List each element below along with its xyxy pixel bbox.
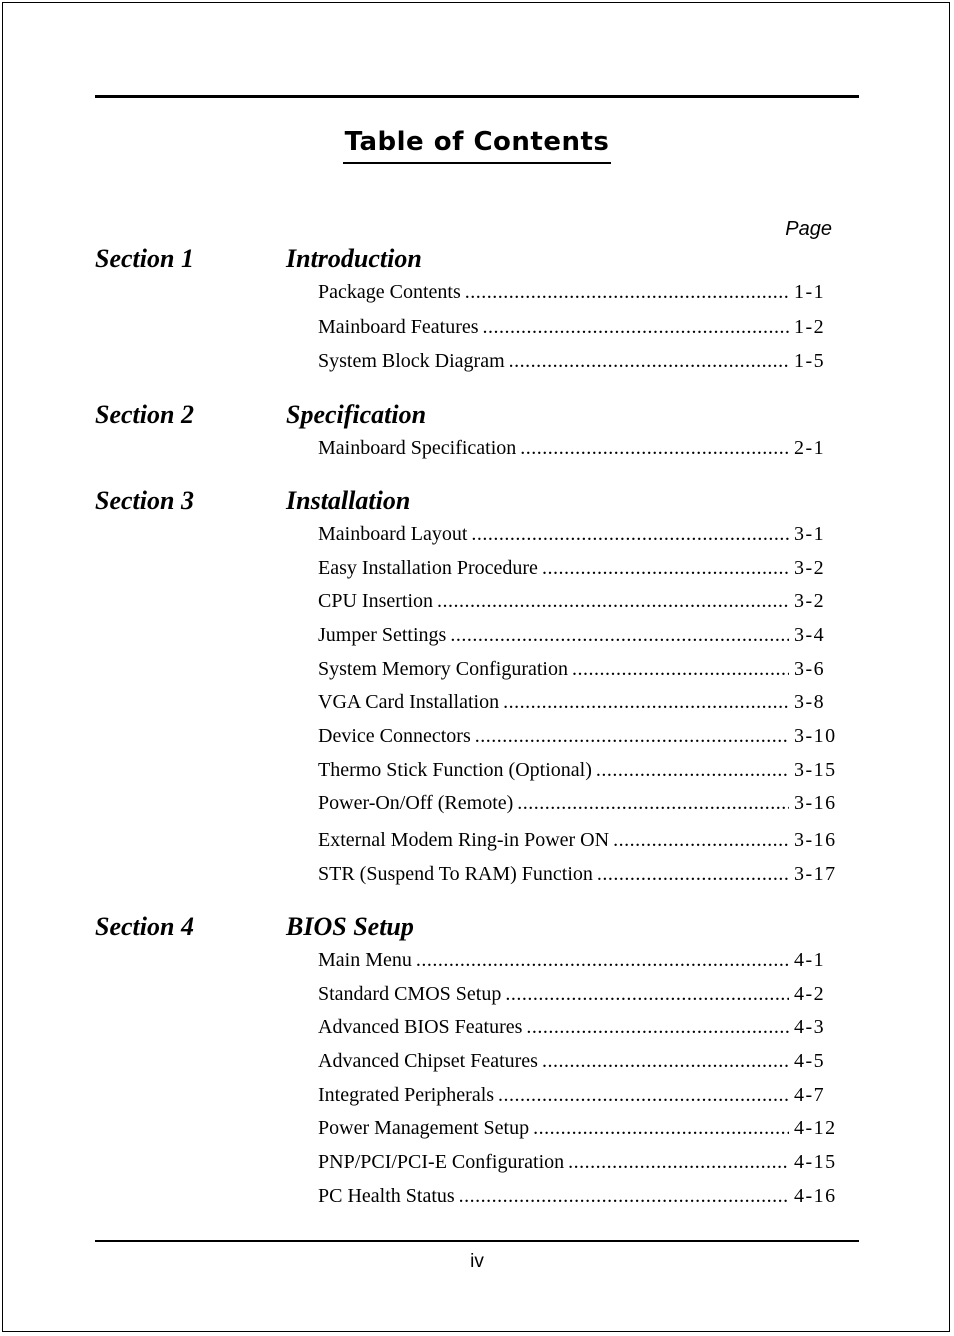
toc-entry[interactable] <box>318 829 840 855</box>
toc-entry-page: 1-2 <box>794 316 826 338</box>
toc-entry-page: 4-2 <box>794 983 826 1005</box>
toc-entry-page: 3-16 <box>794 792 837 814</box>
toc-entry-page: 4-5 <box>794 1050 826 1072</box>
toc-entry-page: 3-17 <box>794 863 837 885</box>
toc-entry[interactable] <box>318 1016 840 1042</box>
toc-entry-page: 3-16 <box>794 829 837 851</box>
toc-entry-name: VGA Card Installation <box>318 691 500 713</box>
toc-entry-page: 1-5 <box>794 350 826 372</box>
toc-entry-page: 3-2 <box>794 557 826 579</box>
toc-entry-name: CPU Insertion <box>318 590 433 612</box>
dot-leader <box>450 624 789 647</box>
toc-entry[interactable] <box>318 759 840 785</box>
toc-entry[interactable] <box>318 590 840 616</box>
dot-leader <box>471 523 789 546</box>
toc-entry-name: Easy Installation Procedure <box>318 557 538 579</box>
dot-leader <box>483 316 789 339</box>
toc-entry-name: Jumper Settings <box>318 624 447 646</box>
toc-entry-page: 1-1 <box>794 281 826 303</box>
dot-leader <box>613 829 789 852</box>
page-column-label: Page <box>785 218 832 240</box>
toc-entry-name: Power-On/Off (Remote) <box>318 792 514 814</box>
toc-entry[interactable] <box>318 523 840 549</box>
toc-entry[interactable] <box>318 316 840 342</box>
dot-leader <box>596 759 789 782</box>
toc-entry-name: PNP/PCI/PCI-E Configuration <box>318 1151 565 1173</box>
toc-entry-page: 4-7 <box>794 1084 826 1106</box>
dot-leader <box>533 1117 789 1140</box>
toc-entry[interactable] <box>318 350 840 376</box>
section-label: Section 4 <box>95 912 194 941</box>
toc-entry-name: STR (Suspend To RAM) Function <box>318 863 593 885</box>
toc-entry[interactable] <box>318 437 840 463</box>
toc-entry-name: Device Connectors <box>318 725 471 747</box>
toc-entry[interactable] <box>318 624 840 650</box>
toc-entry[interactable] <box>318 949 840 975</box>
section-title: Specification <box>286 400 427 429</box>
bottom-rule <box>95 1240 859 1242</box>
toc-entry-page: 4-12 <box>794 1117 837 1139</box>
toc-entry-name: Integrated Peripherals <box>318 1084 495 1106</box>
toc-entry[interactable] <box>318 983 840 1009</box>
toc-entry-page: 4-16 <box>794 1185 837 1207</box>
dot-leader <box>437 590 789 613</box>
toc-entry-name: Package Contents <box>318 281 461 303</box>
toc-entry-name: Mainboard Layout <box>318 523 468 545</box>
toc-entry-name: Standard CMOS Setup <box>318 983 502 1005</box>
toc-entry-name: External Modem Ring-in Power ON <box>318 829 610 851</box>
section-title: Introduction <box>286 244 422 273</box>
toc-entry[interactable] <box>318 658 840 684</box>
dot-leader <box>416 949 789 972</box>
dot-leader <box>465 281 789 304</box>
section-label: Section 3 <box>95 486 194 515</box>
toc-entry-page: 3-1 <box>794 523 826 545</box>
toc-entry-page: 4-15 <box>794 1151 837 1173</box>
toc-entry-page: 3-2 <box>794 590 826 612</box>
top-rule <box>95 95 859 98</box>
toc-entry[interactable] <box>318 1084 840 1110</box>
dot-leader <box>526 1016 789 1039</box>
toc-entry-page: 2-1 <box>794 437 826 459</box>
dot-leader <box>503 691 789 714</box>
toc-entry-page: 3-6 <box>794 658 826 680</box>
toc-entry-page: 4-3 <box>794 1016 826 1038</box>
dot-leader <box>459 1185 789 1208</box>
dot-leader <box>572 658 789 681</box>
footer-page-number: iv <box>470 1251 484 1272</box>
dot-leader <box>520 437 789 460</box>
toc-entry[interactable] <box>318 792 840 818</box>
toc-entry-name: Thermo Stick Function (Optional) <box>318 759 592 781</box>
dot-leader <box>542 557 789 580</box>
toc-entry[interactable] <box>318 863 840 889</box>
toc-entry-name: System Block Diagram <box>318 350 505 372</box>
toc-entry-page: 3-4 <box>794 624 826 646</box>
toc-entry-name: Mainboard Features <box>318 316 479 338</box>
toc-entry[interactable] <box>318 557 840 583</box>
toc-entry-name: Advanced BIOS Features <box>318 1016 523 1038</box>
toc-entry[interactable] <box>318 1185 840 1211</box>
dot-leader <box>568 1151 789 1174</box>
dot-leader <box>505 983 789 1006</box>
toc-entry-name: Power Management Setup <box>318 1117 530 1139</box>
toc-entry[interactable] <box>318 725 840 751</box>
toc-entry-name: Mainboard Specification <box>318 437 517 459</box>
section-label: Section 1 <box>95 244 194 273</box>
toc-title: Table of Contents <box>0 127 954 164</box>
dot-leader <box>542 1050 789 1073</box>
section-title: Installation <box>286 486 411 515</box>
toc-entry-page: 3-15 <box>794 759 837 781</box>
toc-entry-name: System Memory Configuration <box>318 658 568 680</box>
dot-leader <box>597 863 789 886</box>
toc-entry-page: 3-8 <box>794 691 826 713</box>
dot-leader <box>517 792 789 815</box>
toc-entry[interactable] <box>318 691 840 717</box>
toc-entry-name: PC Health Status <box>318 1185 455 1207</box>
section-label: Section 2 <box>95 400 194 429</box>
section-title: BIOS Setup <box>286 912 414 941</box>
dot-leader <box>509 350 789 373</box>
toc-entry-name: Advanced Chipset Features <box>318 1050 538 1072</box>
toc-entry[interactable] <box>318 1151 840 1177</box>
dot-leader <box>475 725 789 748</box>
toc-entry[interactable] <box>318 1117 840 1143</box>
toc-entry[interactable] <box>318 1050 840 1076</box>
toc-entry-page: 4-1 <box>794 949 826 971</box>
dot-leader <box>498 1084 789 1107</box>
toc-entry[interactable] <box>318 281 840 307</box>
toc-entry-name: Main Menu <box>318 949 412 971</box>
toc-entry-page: 3-10 <box>794 725 837 747</box>
